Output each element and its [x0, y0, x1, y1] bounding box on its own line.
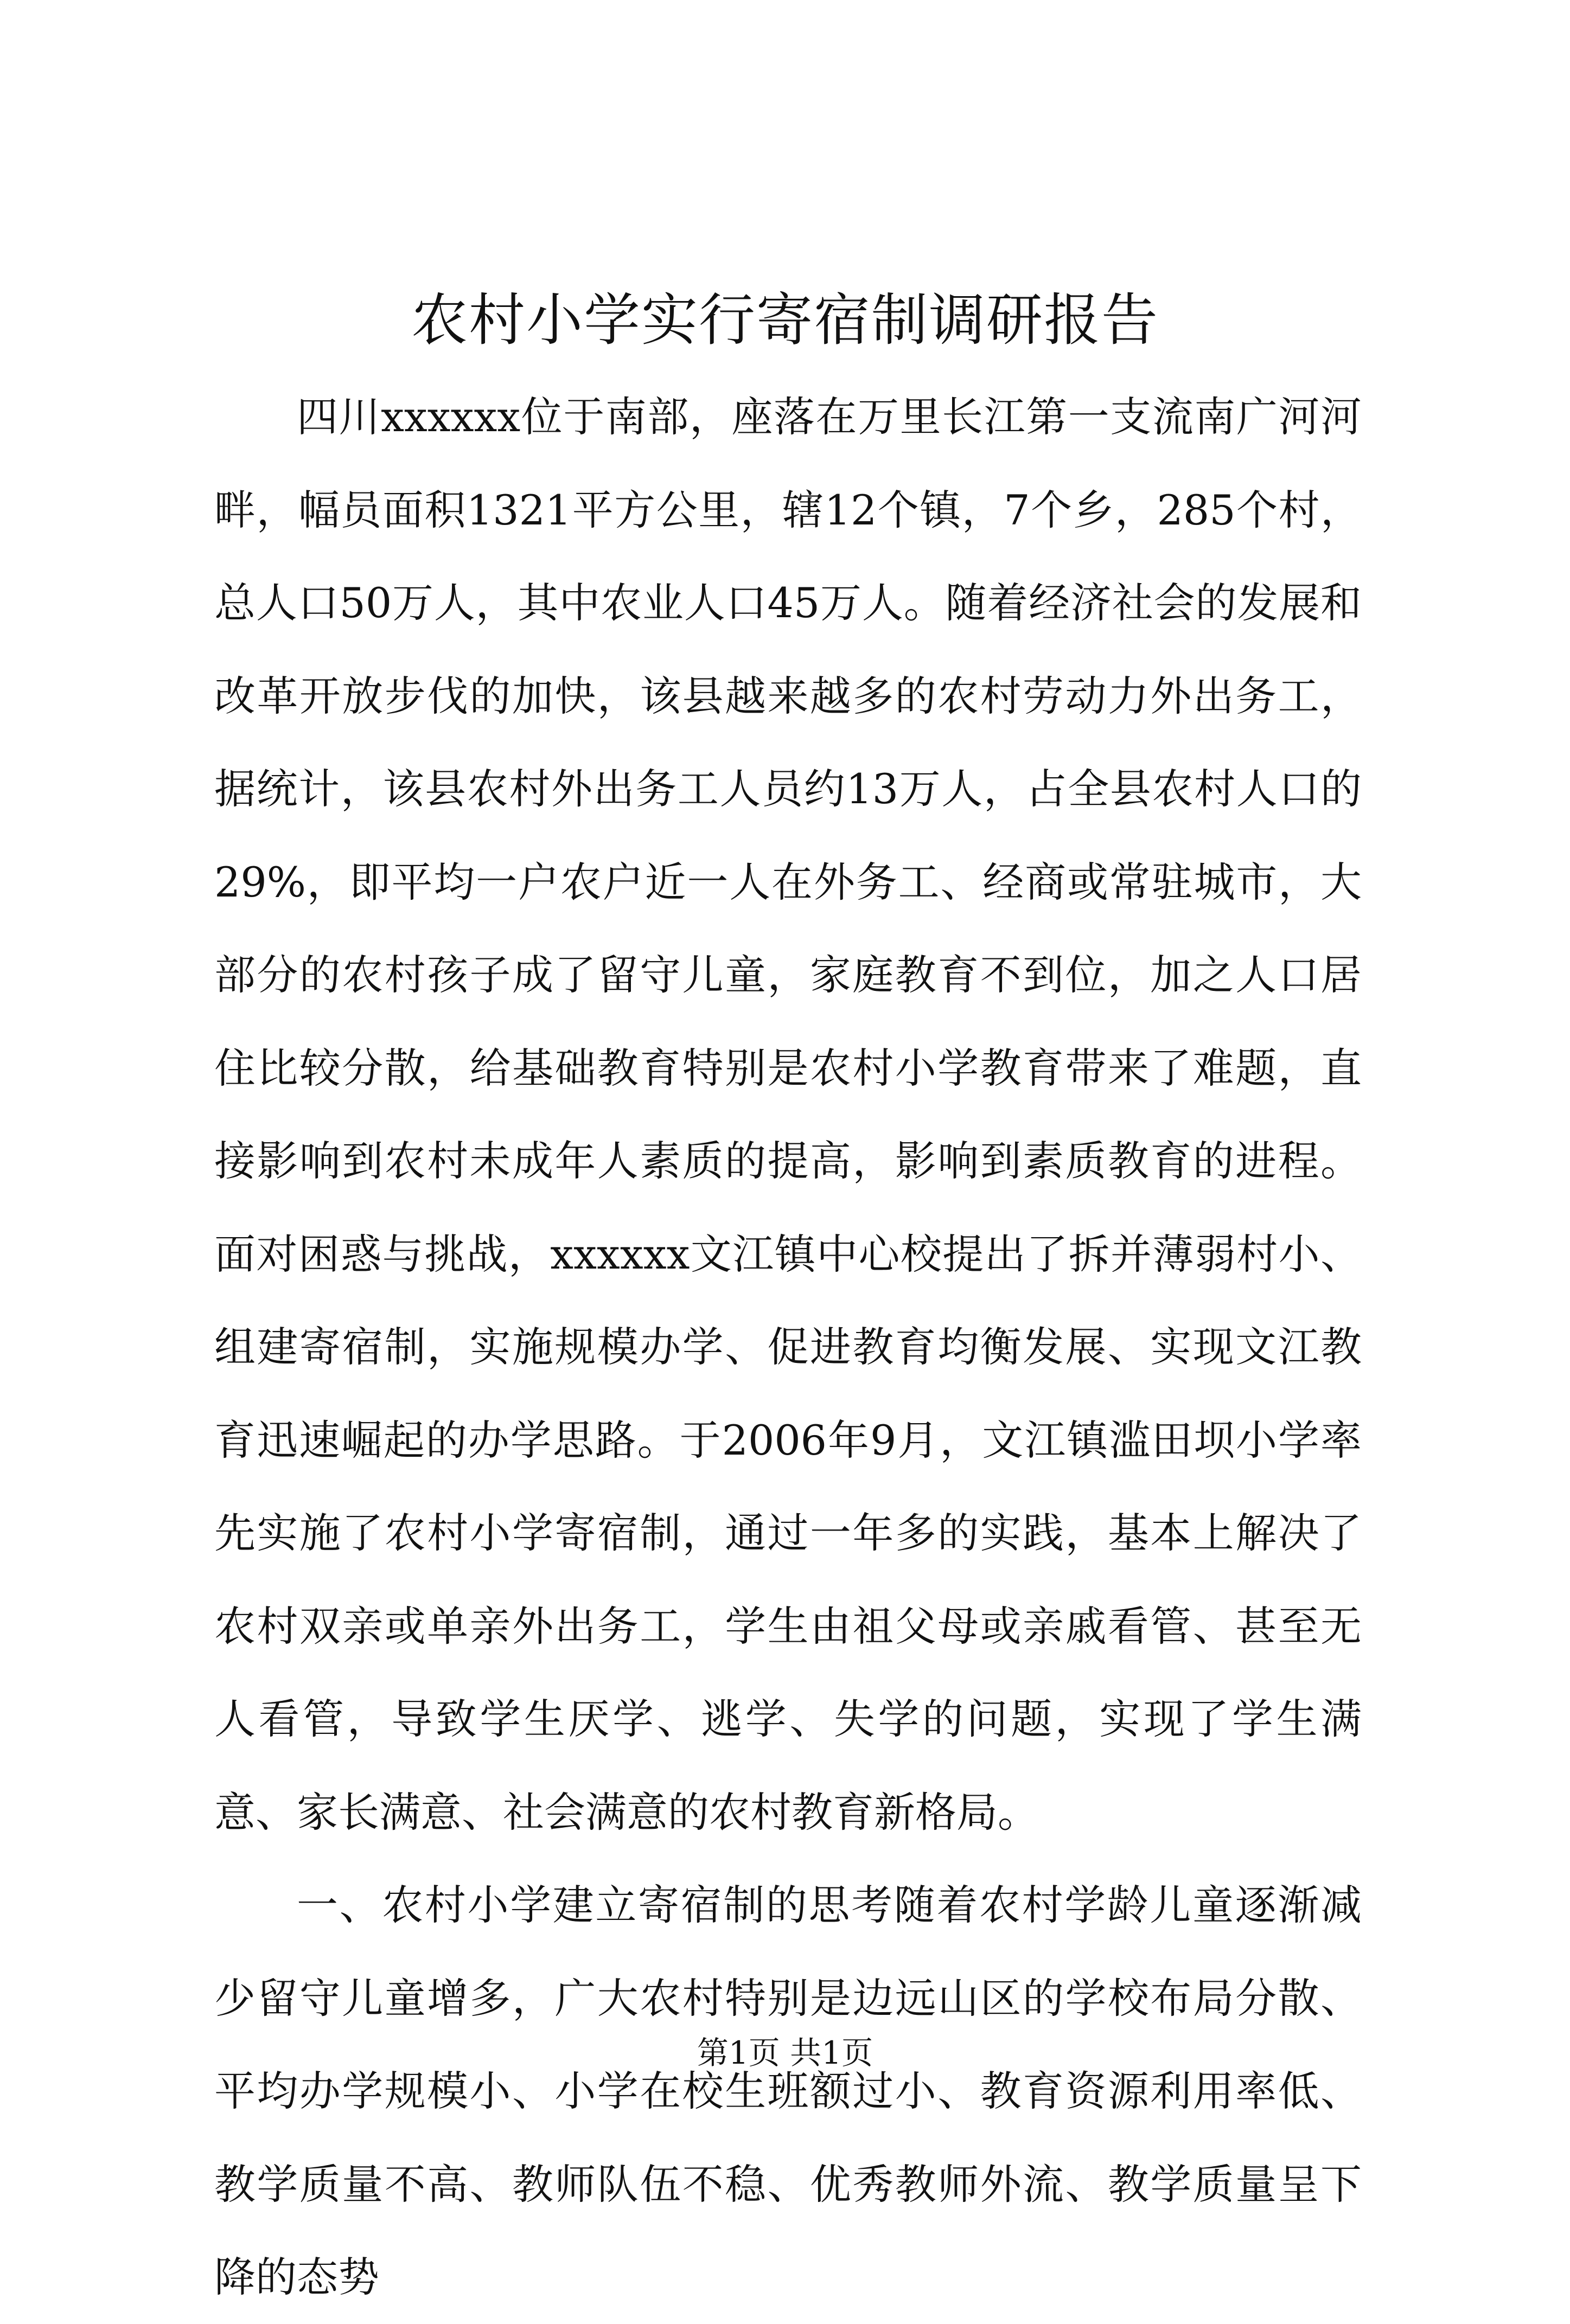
paragraph-intro: 四川xxxxxx位于南部，座落在万里长江第一支流南广河河畔，幅员面积1321平方公里，辖12个镇，7个乡，285个村，总人口50万人，其中农业人口45万人。随着经济社会的发展和改革开放步伐的加快，该县越来越多的农村劳动力外出务工，据统计，该县农村外出务工人员约13万人，占全县农村人口的29%，即平均一户农户近一人在外务工、经商或常驻城市，大部分的农村孩子成了留守儿童，家庭教育不到位，加之人口居住比较分散，给基础教育特别是农村小学教育带来了难题，直接影响到农村未成年人素质的提高，影响到素质教育的进程。面对困惑与挑战，xxxxxx文江镇中心校提出了拆并薄弱村小、组建寄宿制，实施规模办学、促进教育均衡发展、实现文江教育迅速崛起的办学思路。于2006年9月，文江镇滥田坝小学率先实施了农村小学寄宿制，通过一年多的实践，基本上解决了农村双亲或单亲外出务工，学生由祖父母或亲戚看管、甚至无人看管，导致学生厌学、逃学、失学的问题，实现了学生满意、家长满意、社会满意的农村教育新格局。 [214, 393, 1362, 1836]
page-footer: 第1页 共1页 [697, 2034, 873, 2071]
document-title: 农村小学实行寄宿制调研报告 [411, 287, 1159, 353]
paragraph-section-one: 一、农村小学建立寄宿制的思考随着农村学龄儿童逐渐减少留守儿童增多，广大农村特别是边远山区的学校布局分散、平均办学规模小、小学在校生班额过小、教育资源利用率低、教学质量不高、教师队伍不稳、优秀教师外流、教学质量呈下降的态势 [214, 1881, 1362, 2301]
